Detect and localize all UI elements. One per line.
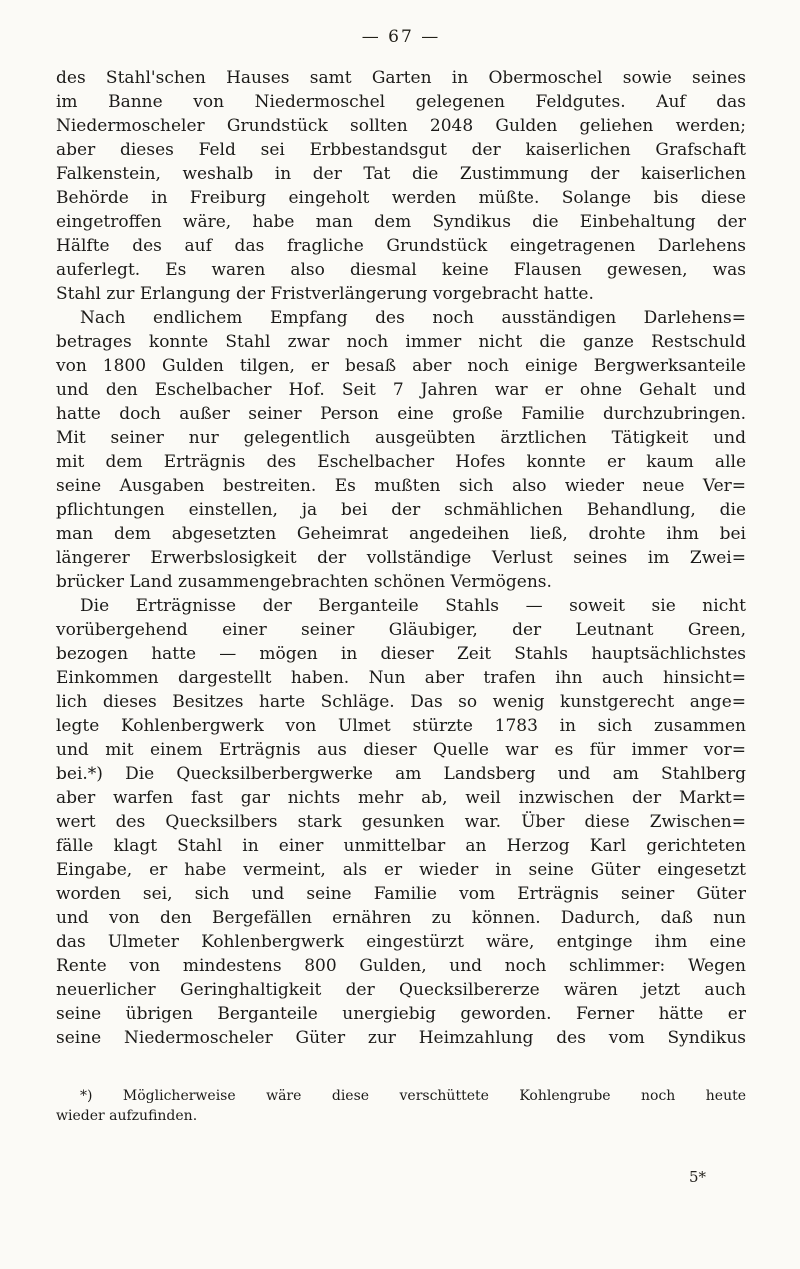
text-line: mit dem Erträgnis des Eschelbacher Hofes konnte er kaum alle xyxy=(56,452,746,472)
text-line: Niedermoscheler Grundstück sollten 2048 Gulden geliehen werden; xyxy=(56,116,746,136)
text-line: neuerlicher Geringhaltigkeit der Quecksilbererze wären jetzt auch xyxy=(56,980,746,1000)
text-line: fälle klagt Stahl in einer unmittelbar an Herzog Karl gerichteten xyxy=(56,836,746,856)
text-line: vorübergehend einer seiner Gläubiger, der Leutnant Green, xyxy=(56,620,746,640)
text-line: aber warfen fast gar nichts mehr ab, weil inzwischen der Markt= xyxy=(56,788,746,808)
text-line: und mit einem Erträgnis aus dieser Quelle war es für immer vor= xyxy=(56,740,746,760)
text-line: Die Erträgnisse der Berganteile Stahls — soweit sie nicht xyxy=(80,596,746,616)
text-line: pflichtungen einstellen, ja bei der schmählichen Behandlung, die xyxy=(56,500,746,520)
text-line: man dem abgesetzten Geheimrat angedeihen ließ, drohte ihm bei xyxy=(56,524,746,544)
text-line: aber dieses Feld sei Erbbestandsgut der kaiserlichen Grafschaft xyxy=(56,140,746,160)
paragraph-2 xyxy=(56,306,746,594)
text-line: Eingabe, er habe vermeint, als er wieder in seine Güter eingesetzt xyxy=(56,860,746,880)
text-line: bei.*) Die Quecksilberbergwerke am Landsberg und am Stahlberg xyxy=(56,764,746,784)
text-line: Hälfte des auf das fragliche Grundstück eingetragenen Darlehens xyxy=(56,236,746,256)
paragraph-3 xyxy=(56,594,746,1050)
text-line: und von den Bergefällen ernähren zu können. Dadurch, daß nun xyxy=(56,908,746,928)
text-line: brücker Land zusammengebrachten schönen Vermögens. xyxy=(56,572,552,592)
text-line: das Ulmeter Kohlenbergwerk eingestürzt wäre, entginge ihm eine xyxy=(56,932,746,952)
text-line: längerer Erwerbslosigkeit der vollständige Verlust seines im Zwei= xyxy=(56,548,746,568)
paragraph-1 xyxy=(56,66,746,306)
text-line: Stahl zur Erlangung der Fristverlängerung vorgebracht hatte. xyxy=(56,284,594,304)
text-line: auferlegt. Es waren also diesmal keine Flausen gewesen, was xyxy=(56,260,746,280)
text-line: seine Ausgaben bestreiten. Es mußten sich also wieder neue Ver= xyxy=(56,476,746,496)
text-line: hatte doch außer seiner Person eine große Familie durchzubringen. xyxy=(56,404,746,424)
text-line: Falkenstein, weshalb in der Tat die Zustimmung der kaiserlichen xyxy=(56,164,746,184)
text-line: wert des Quecksilbers stark gesunken war. Über diese Zwischen= xyxy=(56,812,746,832)
text-line: des Stahl'schen Hauses samt Garten in Obermoschel sowie seines xyxy=(56,68,746,88)
text-line: von 1800 Gulden tilgen, er besaß aber noch einige Bergwerksanteile xyxy=(56,356,746,376)
text-line: legte Kohlenbergwerk von Ulmet stürzte 1783 in sich zusammen xyxy=(56,716,746,736)
text-line: eingetroffen wäre, habe man dem Syndikus die Einbehaltung der xyxy=(56,212,746,232)
text-line: *) Möglicherweise wäre diese verschüttete Kohlengrube noch heute xyxy=(80,1088,746,1104)
body-text xyxy=(56,66,746,1050)
text-line: Mit seiner nur gelegentlich ausgeübten ärztlichen Tätigkeit und xyxy=(56,428,746,448)
text-line: Rente von mindestens 800 Gulden, und noch schlimmer: Wegen xyxy=(56,956,746,976)
printer-signature-mark: 5* xyxy=(688,1168,706,1186)
text-line: lich dieses Besitzes harte Schläge. Das so wenig kunstgerecht ange= xyxy=(56,692,746,712)
text-line: bezogen hatte — mögen in dieser Zeit Stahls hauptsächlichstes xyxy=(56,644,746,664)
footnote xyxy=(56,1086,746,1126)
text-line: im Banne von Niedermoschel gelegenen Feldgutes. Auf das xyxy=(56,92,746,112)
text-line: Nach endlichem Empfang des noch ausständigen Darlehens= xyxy=(80,308,746,328)
text-line: wieder aufzufinden. xyxy=(56,1108,198,1124)
text-line: Einkommen dargestellt haben. Nun aber trafen ihn auch hinsicht= xyxy=(56,668,746,688)
text-line: seine übrigen Berganteile unergiebig geworden. Ferner hätte er xyxy=(56,1004,746,1024)
text-line: und den Eschelbacher Hof. Seit 7 Jahren war er ohne Gehalt und xyxy=(56,380,746,400)
text-line: seine Niedermoscheler Güter zur Heimzahlung des vom Syndikus xyxy=(56,1028,746,1048)
text-line: betrages konnte Stahl zwar noch immer nicht die ganze Restschuld xyxy=(56,332,746,352)
text-line: Behörde in Freiburg eingeholt werden müßte. Solange bis diese xyxy=(56,188,746,208)
text-line: worden sei, sich und seine Familie vom Erträgnis seiner Güter xyxy=(56,884,746,904)
page-number: — 67 — xyxy=(361,27,441,47)
